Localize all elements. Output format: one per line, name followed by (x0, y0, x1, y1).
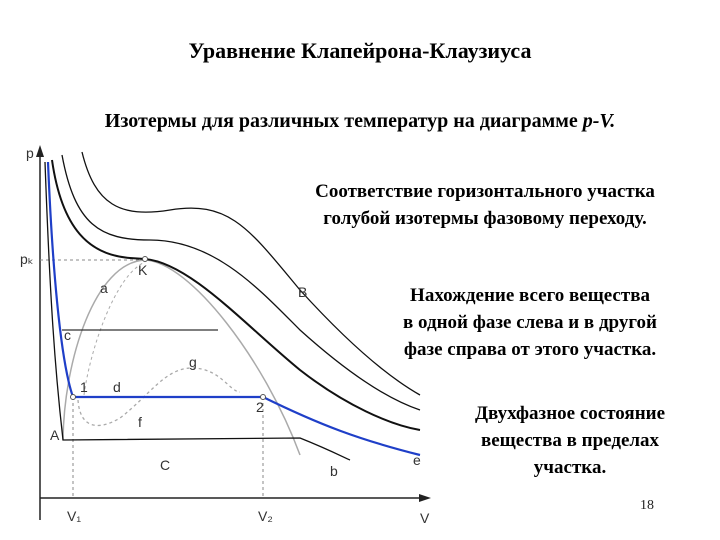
note-line: Двухфазное состояние (474, 403, 666, 424)
v2-label: V₂ (258, 508, 273, 524)
axis-v-label: V (420, 510, 430, 526)
axis-p-label: p (26, 145, 34, 161)
v-axis-arrow (419, 494, 431, 502)
note-line: Соответствие горизонтального участка (315, 181, 655, 202)
note-line: участка. (533, 457, 607, 478)
point-1-label: 1 (80, 379, 88, 395)
point-a-upper-label: A (50, 427, 60, 443)
subtitle-text: Изотермы для различных температур на диаграмме (104, 110, 583, 132)
point-f-label: f (138, 414, 142, 430)
note-two-phase (430, 400, 710, 481)
point-1-dot (71, 395, 76, 400)
note-line: вещества в пределах (480, 430, 660, 451)
point-b-upper-label: B (298, 284, 308, 300)
point-2-label: 2 (256, 399, 264, 415)
slide-title: Уравнение Клапейрона-Клаузиуса (188, 38, 532, 63)
note-line: Нахождение всего вещества (410, 285, 650, 306)
note-line: голубой изотермы фазовому переходу. (323, 208, 647, 229)
pk-label: pₖ (20, 251, 34, 267)
point-e-label: e (413, 452, 421, 468)
critical-point-dot (143, 257, 148, 262)
v1-label: V₁ (67, 508, 82, 524)
point-c-upper-label: C (160, 457, 171, 473)
point-d-label: d (113, 379, 121, 395)
page-number: 18 (640, 498, 654, 513)
point-b-label: b (330, 463, 338, 479)
note-correspondence (250, 178, 720, 232)
subtitle-pv: p-V. (582, 110, 616, 132)
note-finding (355, 282, 705, 363)
point-c-label: c (64, 327, 71, 343)
note-line: в одной фазе слева и в другой (403, 312, 657, 333)
point-g-label: g (189, 354, 197, 370)
spinodal-dashed (84, 262, 145, 395)
point-a-label: a (100, 280, 108, 296)
note-line: фазе справа от этого участка. (403, 339, 657, 360)
point-k-label: K (138, 262, 148, 278)
p-axis-arrow (36, 145, 44, 157)
